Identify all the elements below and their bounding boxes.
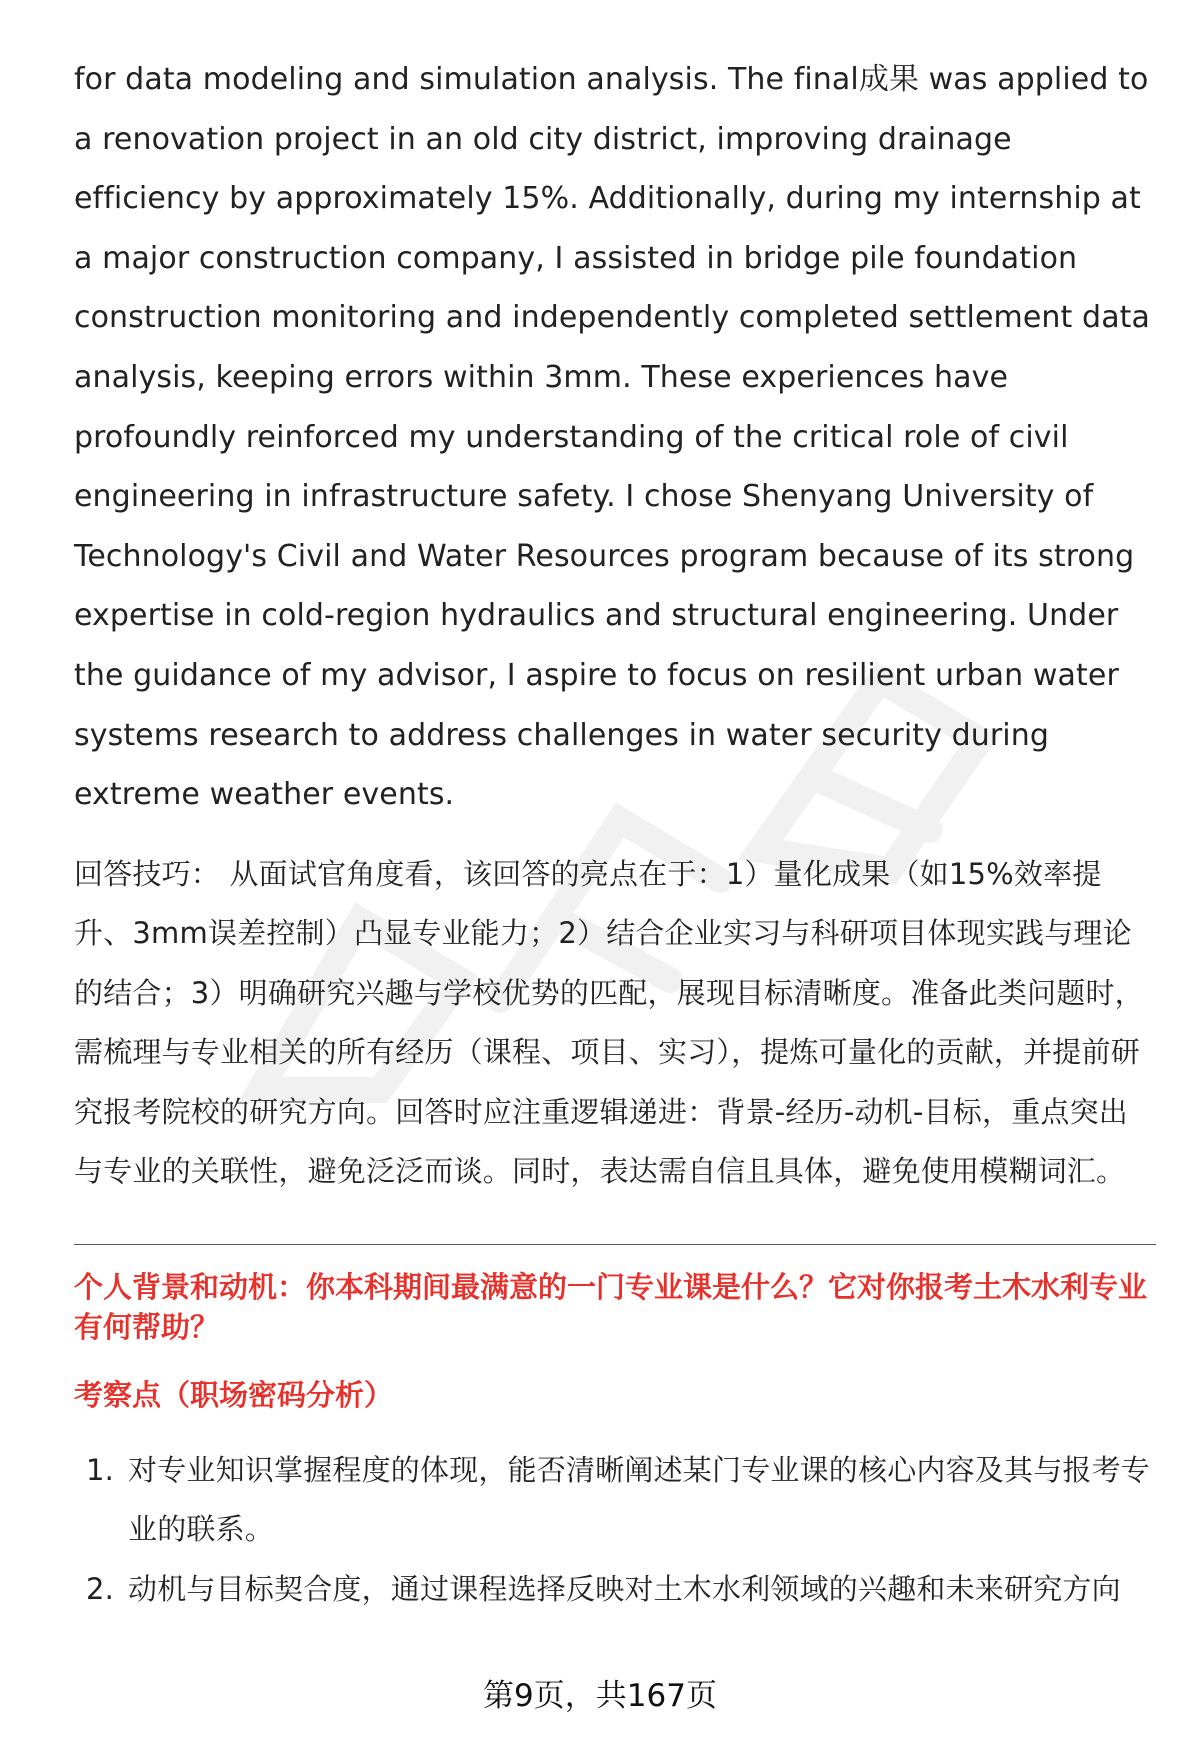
list-item-number: 2. bbox=[86, 1571, 115, 1606]
answer-tip-paragraph: 回答技巧： 从面试官角度看，该回答的亮点在于：1）量化成果（如15%效率提升、3mm误差控制）凸显专业能力；2）结合企业实习与科研项目体现实践与理论的结合；3）明确研究兴趣与学校优势的匹配，展现目标清晰度。准备此类问题时，需梳理与专业相关的所有经历（课程、项目、实习），提炼可量化的贡献，并提前研究报考院校的研究方向。回答时应注重逻辑递进：背景-经历-动机-目标，重点突出与专业的关联性，避免泛泛而谈。同时，表达需自信且具体，避免使用模糊词汇。 bbox=[74, 856, 1144, 1189]
page-number-footer: 第9页，共167页 bbox=[483, 1678, 717, 1714]
list-item bbox=[74, 1560, 1154, 1620]
answer-english-paragraph: for data modeling and simulation analysis. The final成果 was applied to a renovation project in an old city district, improving drainage efficiency by approximately 15%. Additionally, during my internship at a major construction company, I assisted in bridge pile foundation construction monitoring and independently completed settlement data analysis, keeping errors within 3mm. These experiences have profoundly reinforced my understanding of the critical role of civil engineering in infrastructure safety. I chose Shenyang University of Technology's Civil and Water Resources program because of its strong expertise in cold-region hydraulics and structural engineering. Under the guidance of my advisor, I aspire to focus on resilient urban water systems research to address challenges in water security during extreme weather events. bbox=[74, 62, 1151, 813]
section-divider bbox=[74, 1244, 1156, 1245]
section-title: 考察点（职场密码分析） bbox=[74, 1377, 394, 1412]
document-page bbox=[74, 50, 1154, 1619]
list-item bbox=[74, 1441, 1154, 1560]
question-heading: 个人背景和动机：你本科期间最满意的一门专业课是什么？它对你报考土木水利专业有何帮助？ bbox=[74, 1269, 1148, 1344]
assessment-points-list bbox=[74, 1441, 1154, 1620]
list-item-number: 1. bbox=[86, 1452, 115, 1487]
list-item-text: 对专业知识掌握程度的体现，能否清晰阐述某门专业课的核心内容及其与报考专业的联系。 bbox=[128, 1452, 1151, 1547]
list-item-text: 动机与目标契合度，通过课程选择反映对土木水利领域的兴趣和未来研究方向 bbox=[128, 1571, 1121, 1606]
